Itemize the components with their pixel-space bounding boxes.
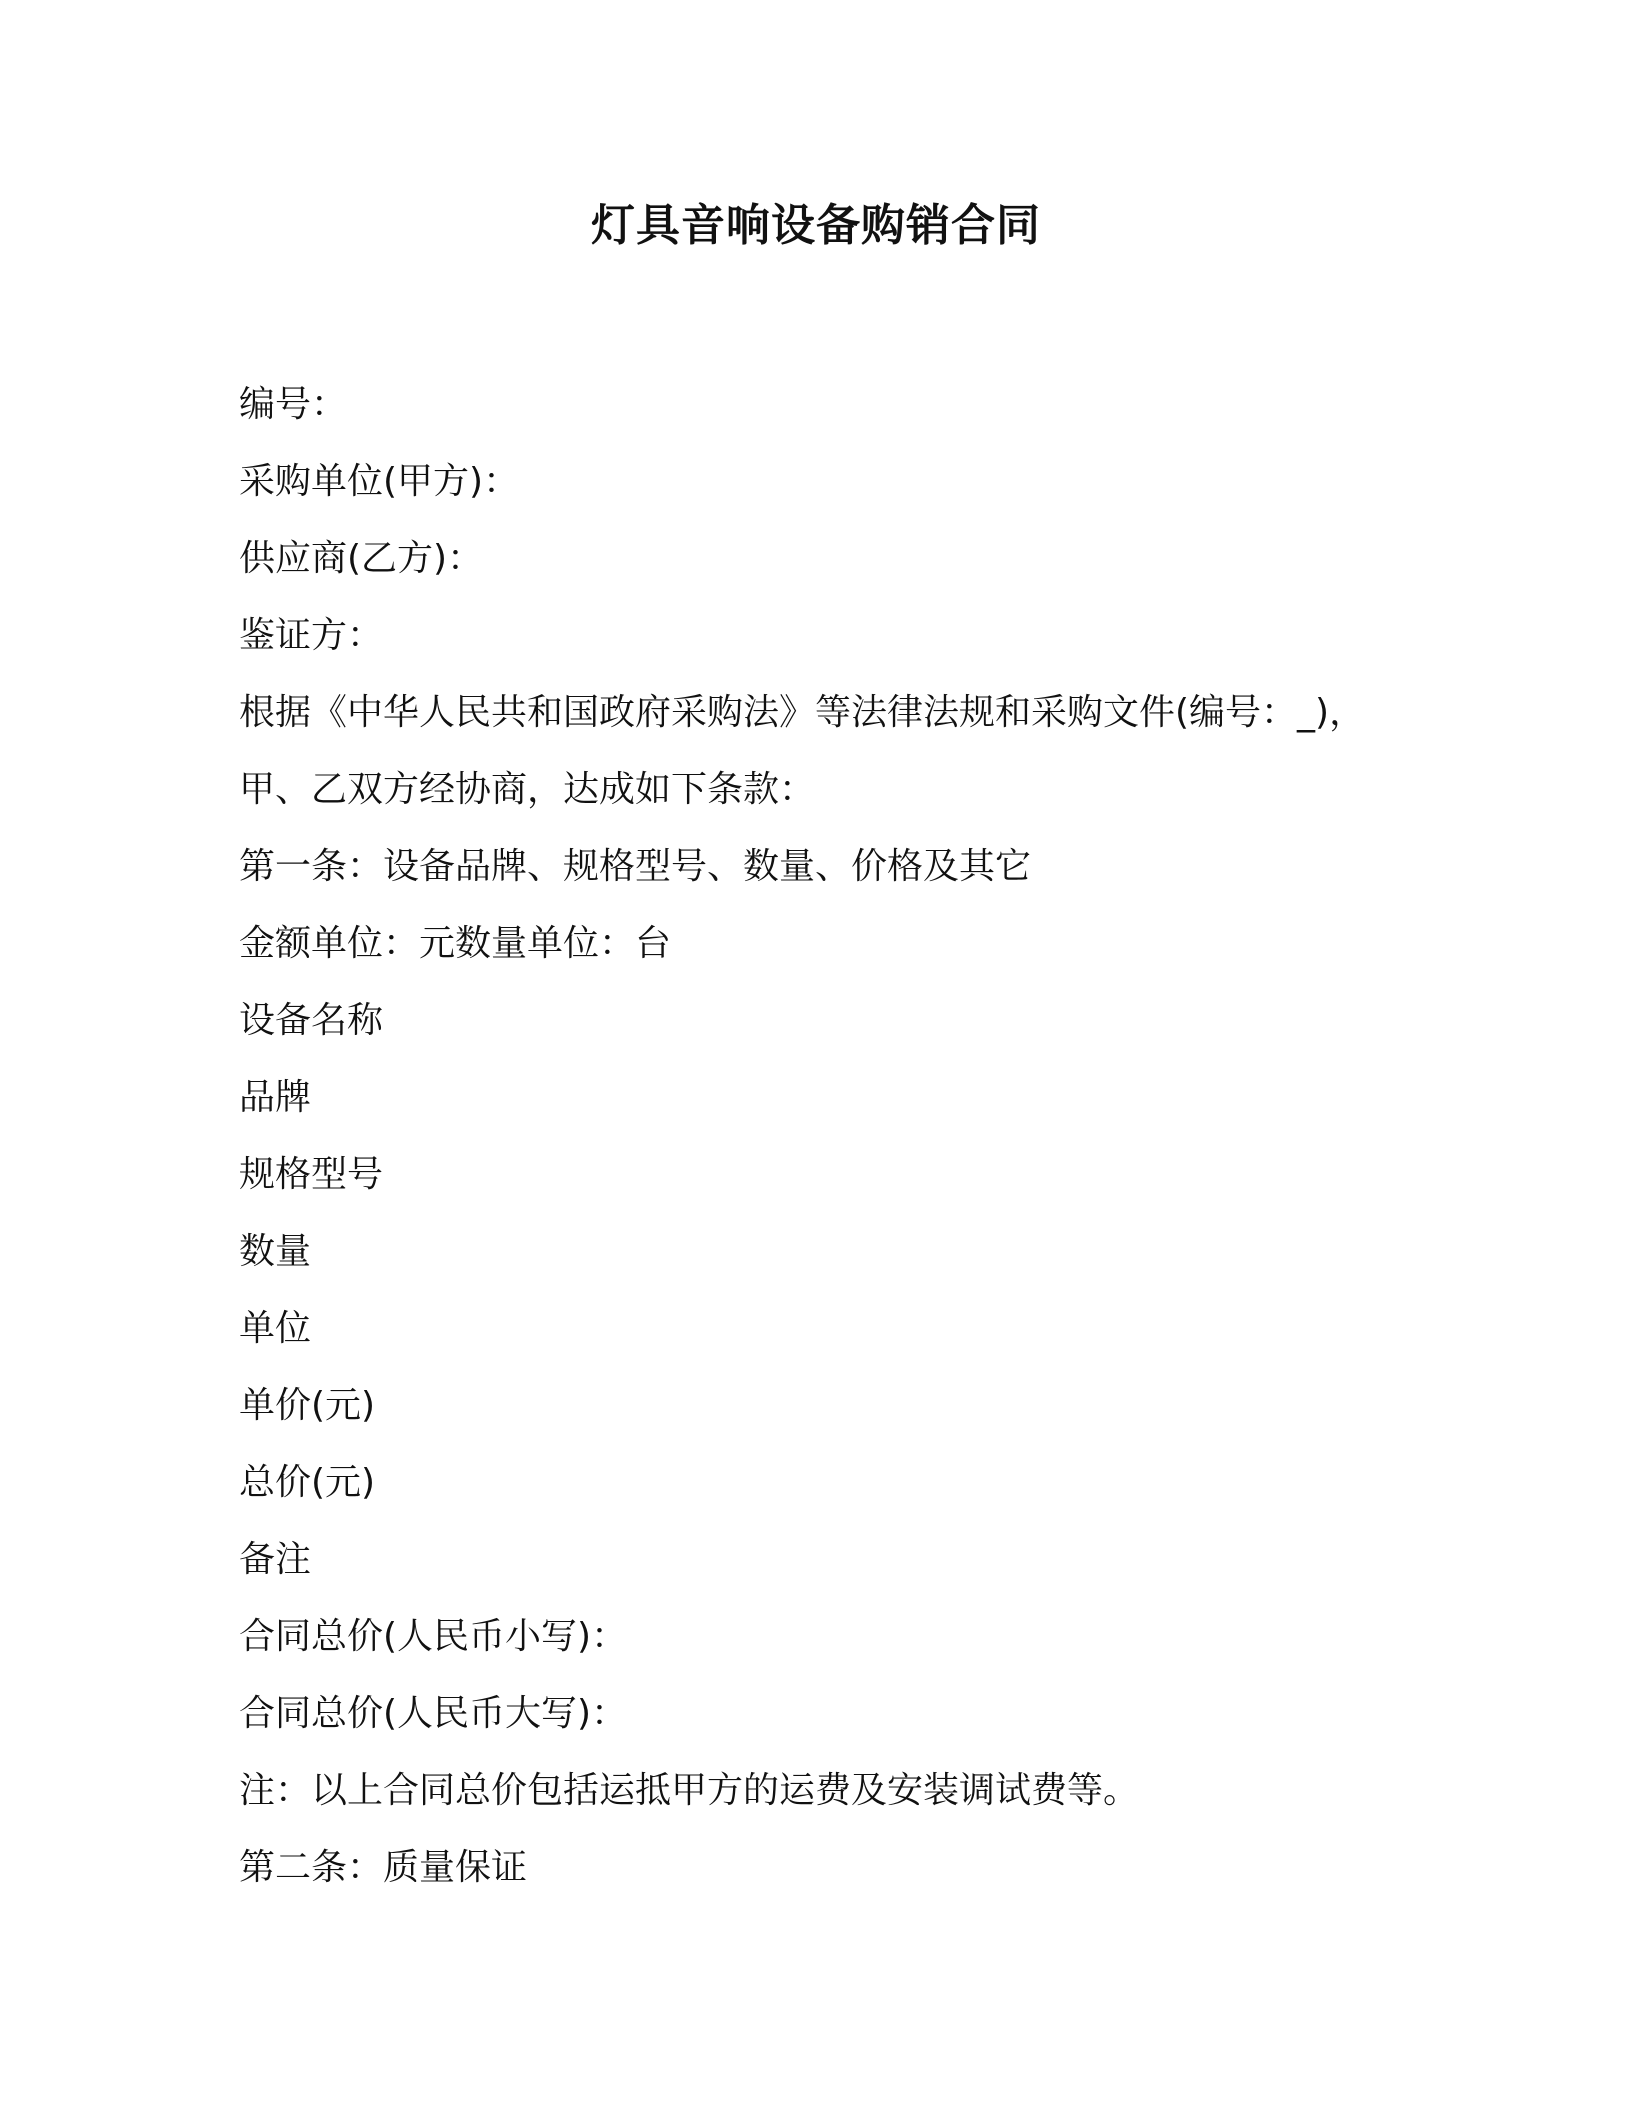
preamble-line-1: 根据《中华人民共和国政府采购法》等法律法规和采购文件(编号：_)， [239, 692, 1366, 733]
buyer-label: 采购单位(甲方)： [239, 461, 520, 502]
field-equipment-name: 设备名称 [239, 1000, 384, 1041]
field-brand: 品牌 [239, 1077, 312, 1118]
document-title: 灯具音响设备购销合同 [591, 200, 1041, 251]
preamble-line-2: 甲、乙双方经协商，达成如下条款： [239, 769, 816, 810]
article-2-heading: 第二条：质量保证 [239, 1847, 528, 1888]
supplier-label: 供应商(乙方)： [239, 538, 484, 579]
price-note: 注：以上合同总价包括运抵甲方的运费及安装调试费等。 [239, 1770, 1140, 1811]
article-1-heading: 第一条：设备品牌、规格型号、数量、价格及其它 [239, 846, 1032, 887]
field-unit-price: 单价(元) [239, 1385, 376, 1426]
field-quantity: 数量 [239, 1231, 312, 1272]
unit-note: 金额单位：元数量单位：台 [239, 923, 672, 964]
field-model: 规格型号 [239, 1154, 384, 1195]
contract-number-label: 编号： [239, 384, 348, 425]
document-body [239, 366, 1419, 1906]
field-unit: 单位 [239, 1308, 312, 1349]
witness-label: 鉴证方： [239, 615, 384, 656]
field-total-price: 总价(元) [239, 1462, 376, 1503]
field-remarks: 备注 [239, 1539, 312, 1580]
total-uppercase-label: 合同总价(人民币大写)： [239, 1693, 628, 1734]
total-lowercase-label: 合同总价(人民币小写)： [239, 1616, 628, 1657]
